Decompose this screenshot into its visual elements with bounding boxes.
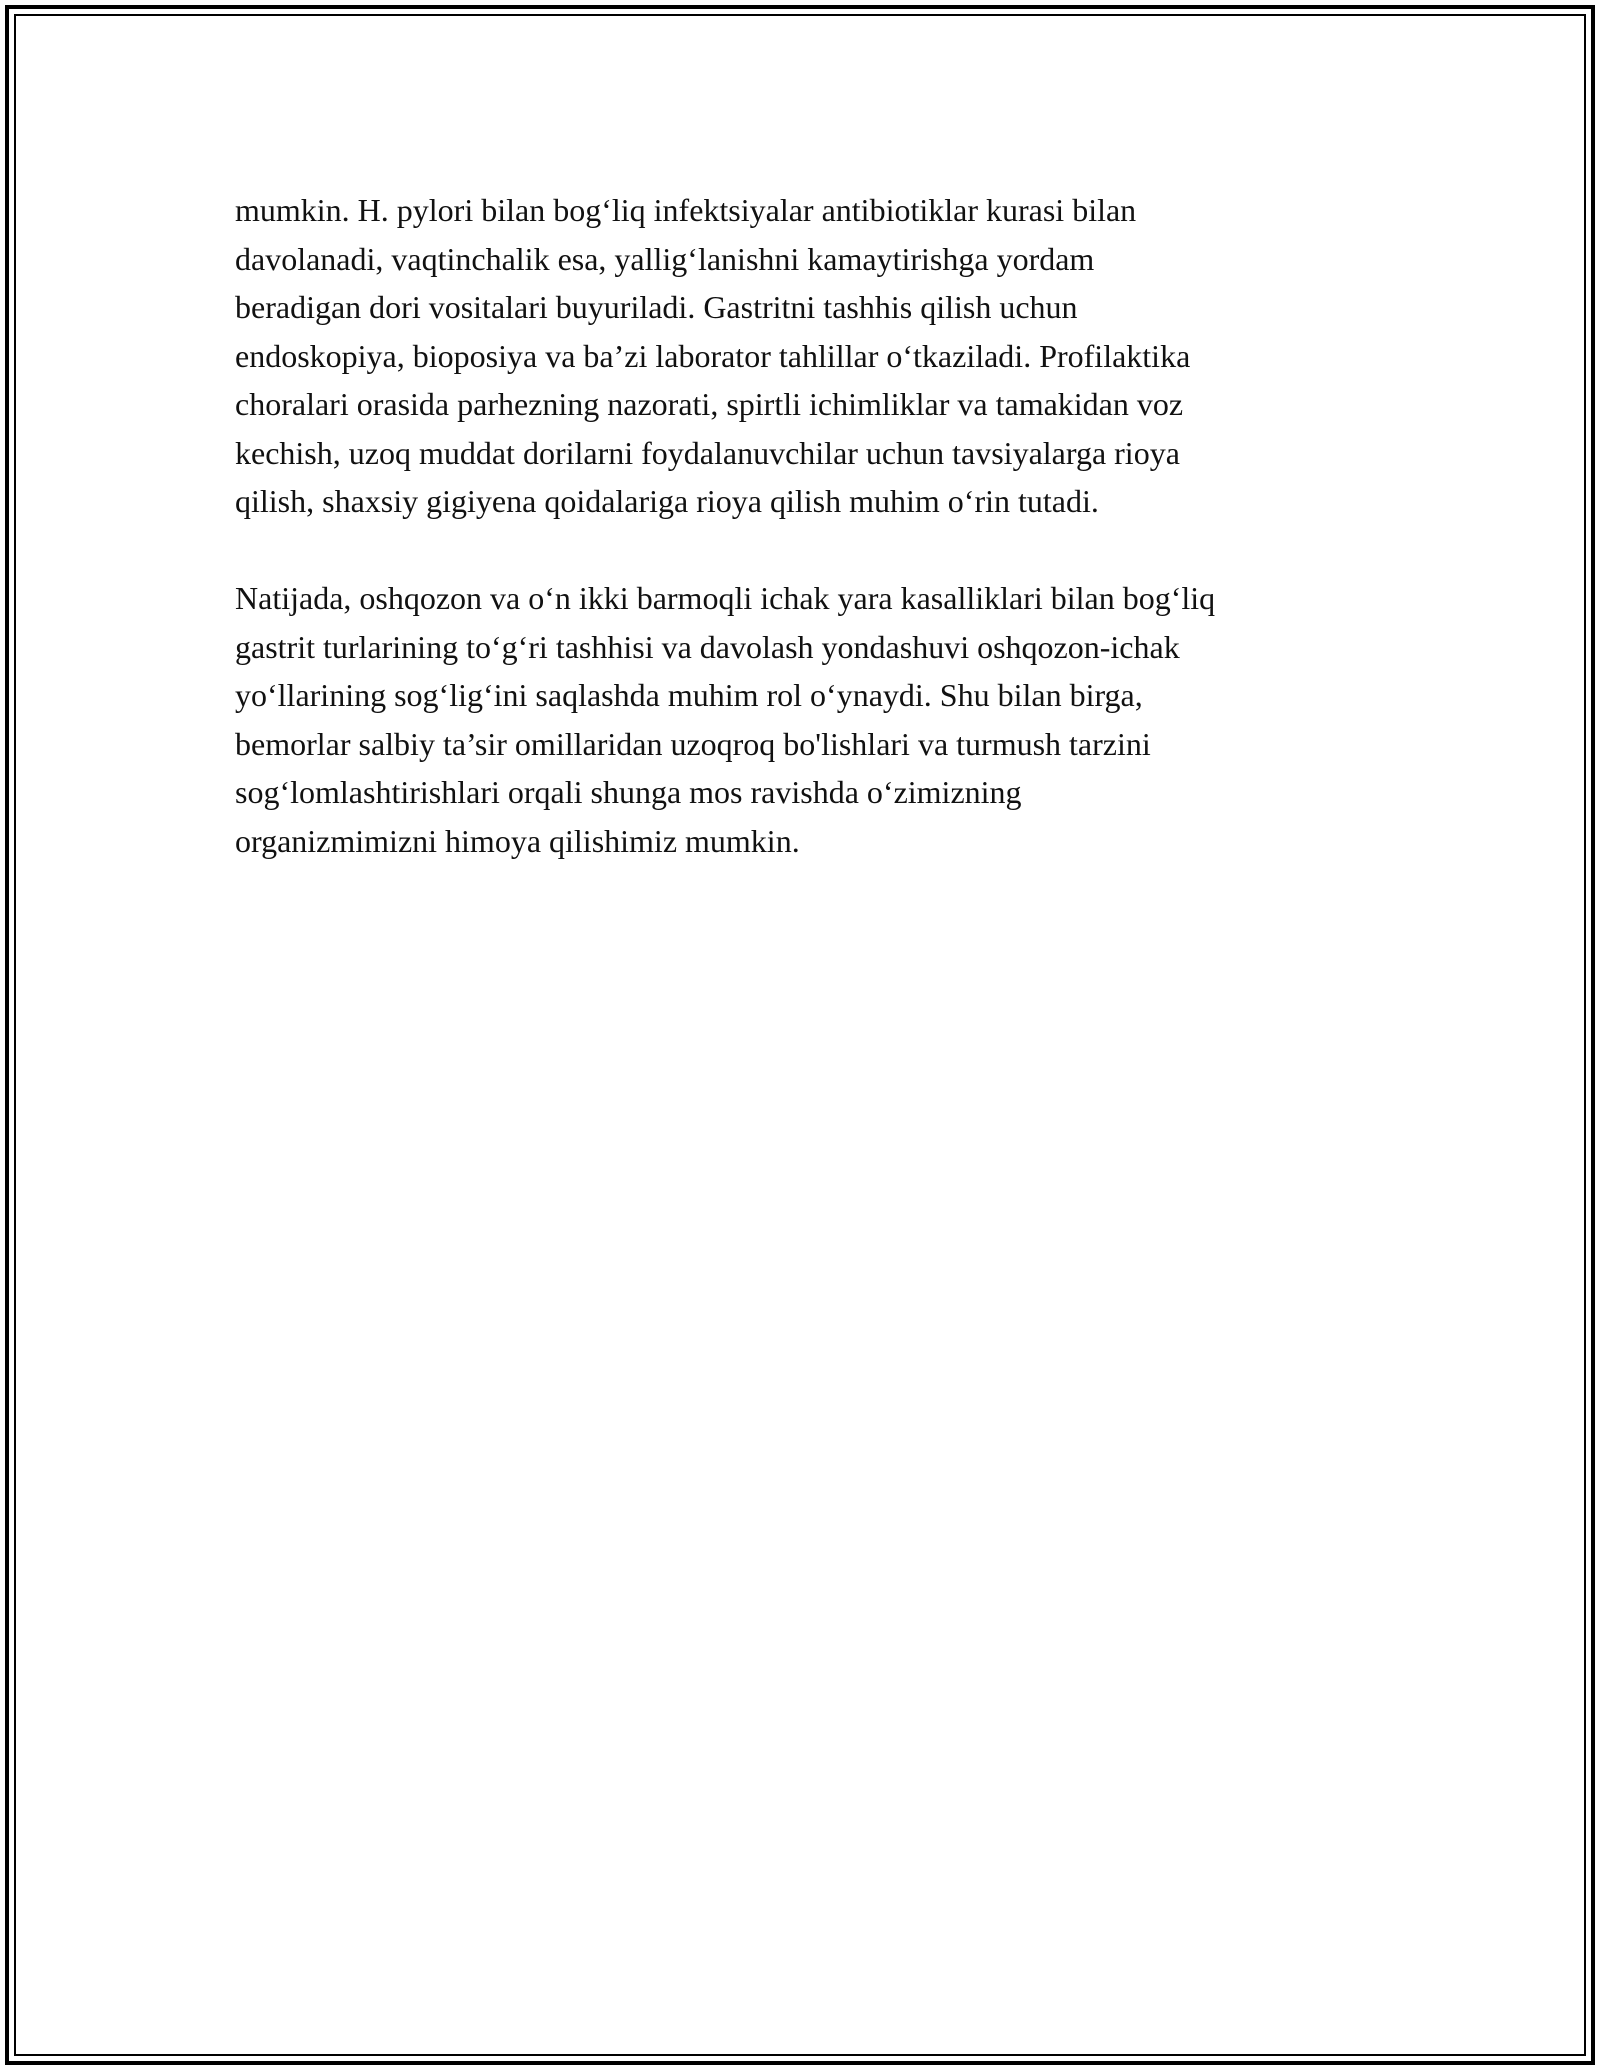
paragraph-line: kechish, uzoq muddat dorilarni foydalanuvchilar uchun tavsiyalarga rioya [235, 434, 1180, 471]
paragraph-line: Natijada, oshqozon va o‘n ikki barmoqli ichak yara kasalliklari bilan bog‘liq [235, 580, 1216, 616]
paragraph-line: endoskopiya, bioposiya va ba’zi laborator tahlillar o‘tkaziladi. Profilaktika [235, 337, 1191, 374]
page-content [235, 186, 1385, 865]
paragraph-2 [235, 574, 1385, 865]
paragraph-line: qilish, shaxsiy gigiyena qoidalariga rioya qilish muhim o‘rin tutadi. [235, 483, 1099, 519]
paragraph-line: bemorlar salbiy ta’sir omillaridan uzoqroq bo'lishlari va turmush tarzini [235, 725, 1151, 762]
paragraph-line: sog‘lomlashtirishlari orqali shunga mos ravishda o‘zimizning [235, 774, 1022, 810]
paragraph-line: mumkin. H. pylori bilan bog‘liq infektsiyalar antibiotiklar kurasi bilan [235, 192, 1137, 228]
paragraph-line: yo‘llarining sog‘lig‘ini saqlashda muhim rol o‘ynaydi. Shu bilan birga, [235, 677, 1143, 713]
paragraph-line: gastrit turlarining to‘g‘ri tashhisi va davolash yondashuvi oshqozon-ichak [235, 628, 1180, 665]
paragraph-line: beradigan dori vositalari buyuriladi. Gastritni tashhis qilish uchun [235, 289, 1078, 325]
paragraph-1 [235, 186, 1385, 526]
paragraph-line: organizmimizni himoya qilishimiz mumkin. [235, 822, 800, 859]
paragraph-line: davolanadi, vaqtinchalik esa, yallig‘lanishni kamaytirishga yordam [235, 240, 1095, 277]
paragraph-line: choralari orasida parhezning nazorati, spirtli ichimliklar va tamakidan voz [235, 386, 1184, 422]
